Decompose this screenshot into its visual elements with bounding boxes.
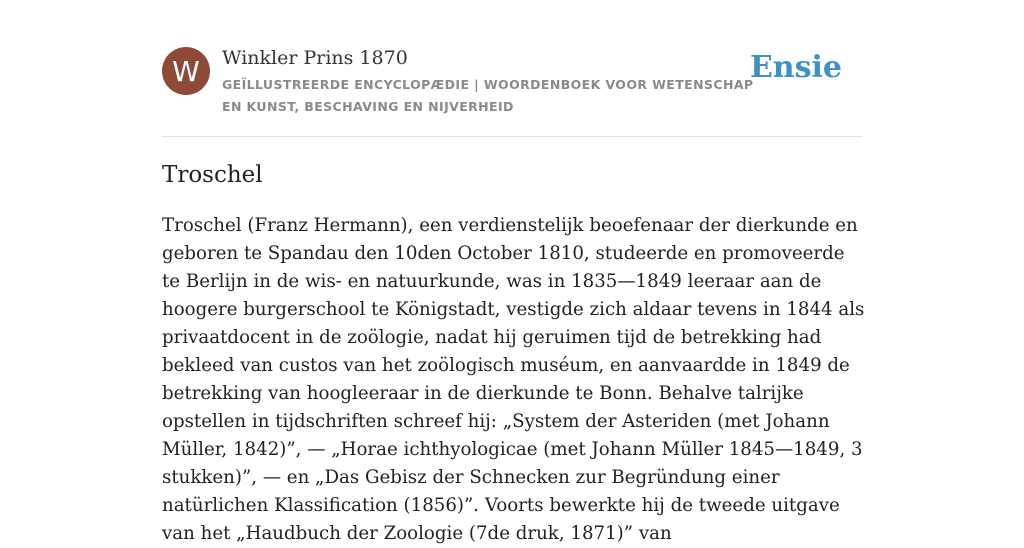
entry-body: Troschel (Franz Hermann), een verdienstelijk beoefenaar der dierkunde en geboren te Spandau den 10den October 1810, studeerde en promoveerde te Berlijn in de wis- en natuurkunde, was in 1835—1849 leeraar aan de hoogere burgerschool te Königstadt, vestigde zich aldaar tevens in 1844 als privaatdocent in de zoölogie, nadat hij geruimen tijd de betrekking had bekleed van custos van het zoölogisch muséum, en aanvaardde in 1849 de betrekking van hoogleeraar in de dierkunde te Bonn. Behalve talrijke opstellen in tijdschriften schreef hij: „System der Asteriden (met Johann Müller, 1842)”, — „Horae ichthyologicae (met Johann Müller 1845—1849, 3 stukken)”, — en „Das Gebisz der Schnecken zur Begründung einer natürlichen Klassification (1856)”. Voorts bewerkte hij de tweede uitgave van het „Haudbuch der Zoologie (7de druk, 1871)” van	[162, 215, 865, 544]
entry-title: Troschel	[162, 162, 263, 188]
source-subtitle: GEÏLLUSTREERDE ENCYCLOPÆDIE | WOORDENBOEK VOOR WETENSCHAP EN KUNST, BESCHAVING EN NIJVERHEID	[222, 77, 754, 114]
source-info	[222, 44, 762, 118]
source-header	[162, 44, 862, 137]
source-title[interactable]: Winkler Prins 1870	[222, 47, 408, 69]
site-logo[interactable]: Ensie	[749, 50, 842, 85]
source-avatar[interactable]: W	[162, 47, 210, 95]
